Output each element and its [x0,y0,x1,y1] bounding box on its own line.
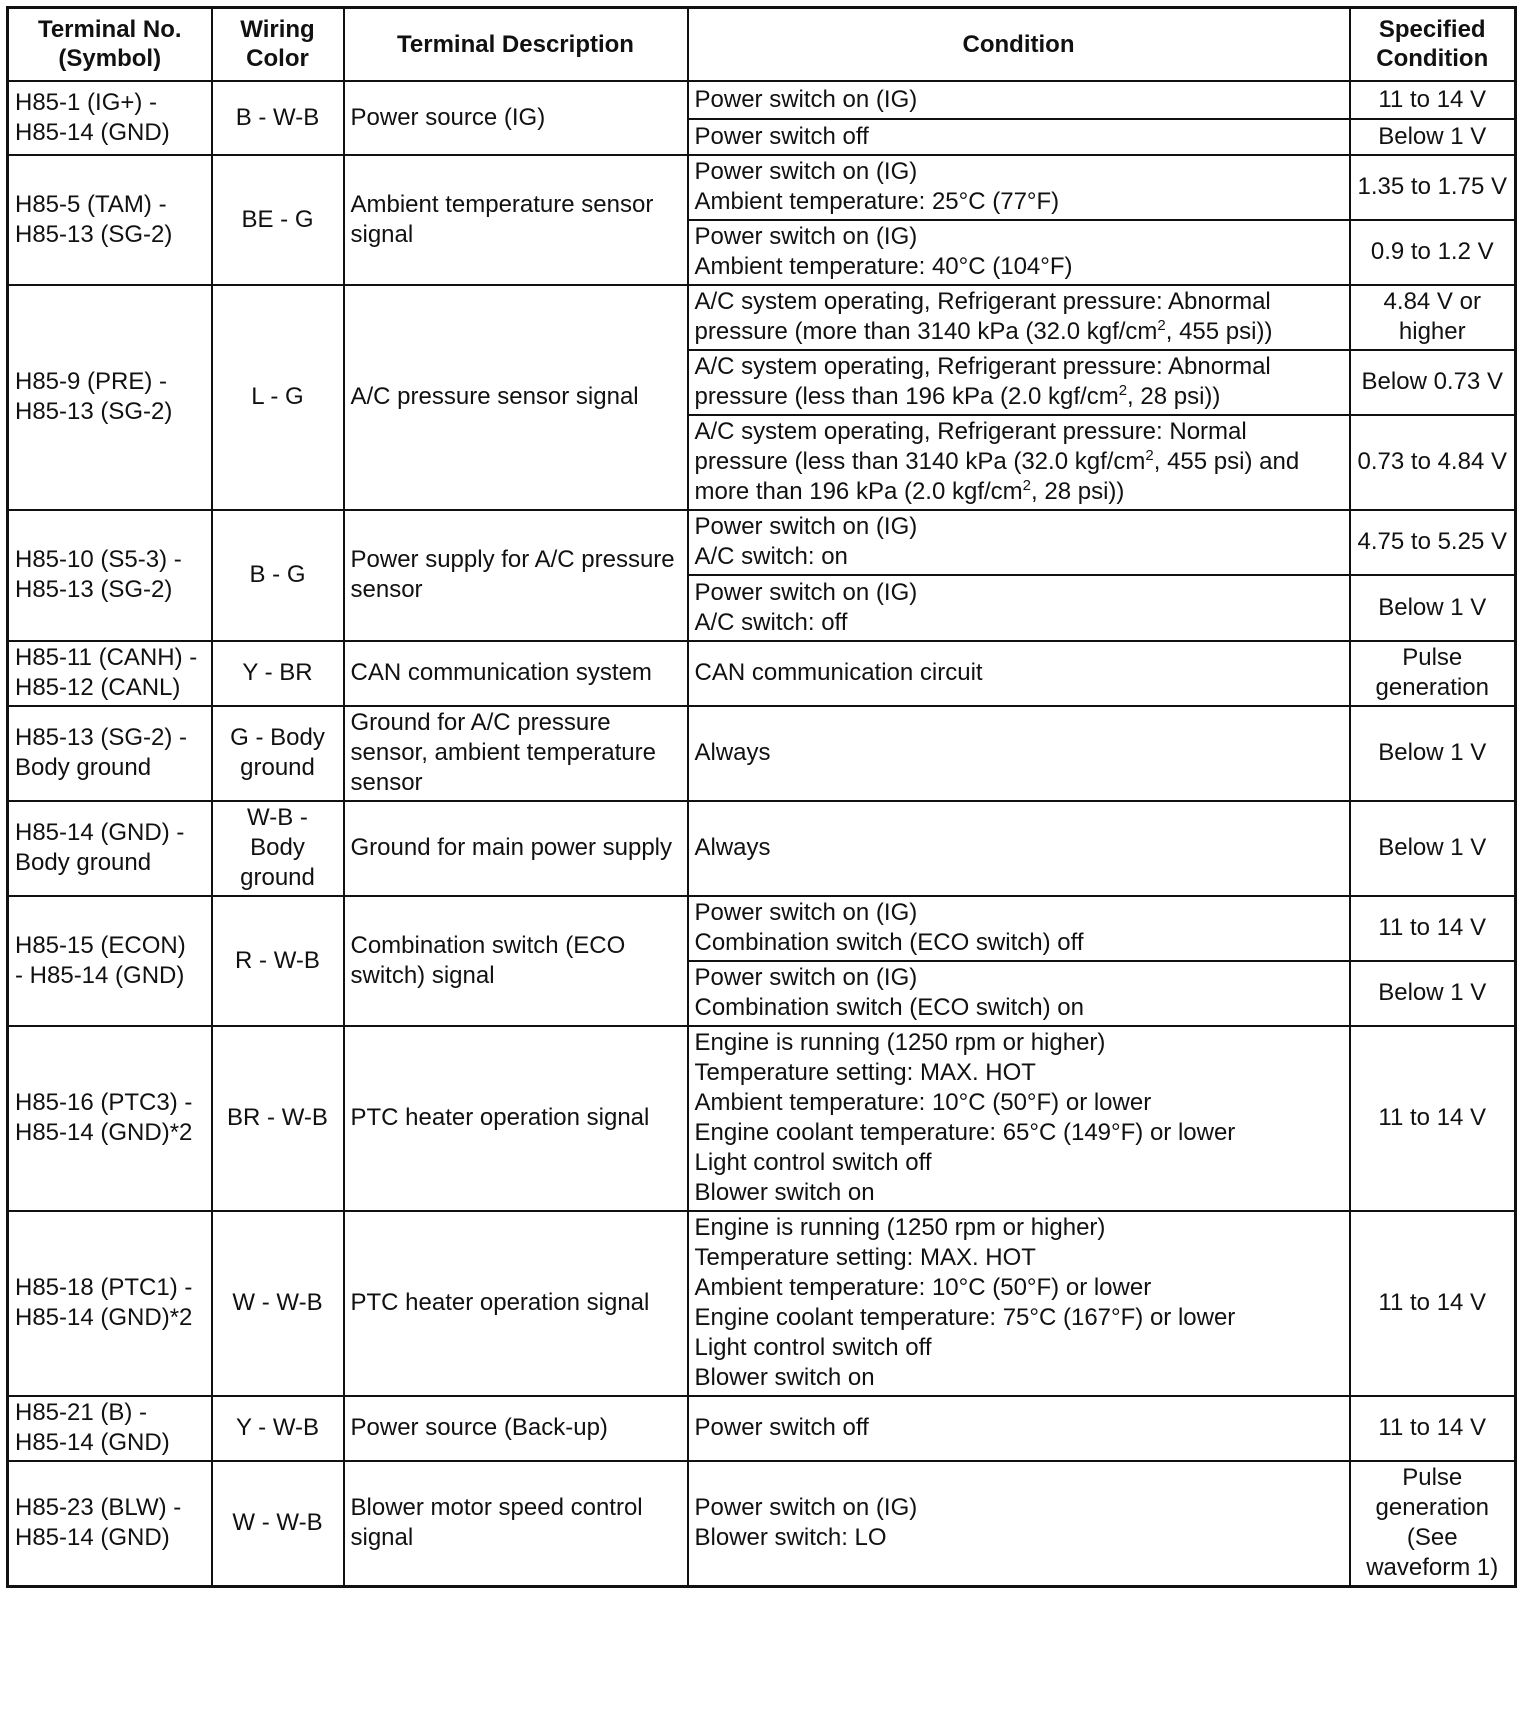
table-row [8,1026,1516,1211]
wiring-cell: B - G [212,510,344,641]
condition-cell: Power switch on (IG) A/C switch: on [688,510,1350,575]
condition-cell: Power switch on (IG) A/C switch: off [688,575,1350,641]
wiring-cell: Y - W-B [212,1396,344,1461]
condition-cell: Power switch on (IG) Ambient temperature: 40°C (104°F) [688,220,1350,285]
description-cell: Ground for main power supply [344,801,688,896]
condition-cell: Engine is running (1250 rpm or higher) Temperature setting: MAX. HOT Ambient temperature: 10°C (50°F) or lower Engine coolant temperature: 65°C (149°F) or lower Light control switch off Blower switch on [688,1026,1350,1211]
specified-cell: 11 to 14 V [1350,81,1516,119]
condition-cell: Always [688,801,1350,896]
header-row [8,8,1516,82]
description-cell: Ambient temperature sensor signal [344,155,688,285]
specified-cell: 4.84 V or higher [1350,285,1516,350]
header-specified: Specified Condition [1350,8,1516,82]
terminal-cell: H85-21 (B) - H85-14 (GND) [8,1396,212,1461]
condition-cell: Engine is running (1250 rpm or higher) Temperature setting: MAX. HOT Ambient temperature: 10°C (50°F) or lower Engine coolant temperature: 75°C (167°F) or lower Light control switch off Blower switch on [688,1211,1350,1396]
table-row [8,896,1516,961]
specified-cell: Below 1 V [1350,706,1516,801]
wiring-cell: G - Body ground [212,706,344,801]
condition-cell: Always [688,706,1350,801]
table-row [8,510,1516,575]
wiring-cell: L - G [212,285,344,510]
wiring-cell: W - W-B [212,1211,344,1396]
description-cell: Ground for A/C pressure sensor, ambient temperature sensor [344,706,688,801]
table-row [8,1461,1516,1587]
specified-cell: 11 to 14 V [1350,896,1516,961]
condition-cell: A/C system operating, Refrigerant pressure: Normal pressure (less than 3140 kPa (32.0 kgf/$cm^2$, 455 psi) and more than 196 kPa (2.0 kgf/$cm^2$, 28 psi)) [688,415,1350,510]
specified-cell: Pulse generation (See waveform 1) [1350,1461,1516,1587]
table-row [8,155,1516,220]
specified-cell: Below 1 V [1350,801,1516,896]
terminal-cell: H85-23 (BLW) - H85-14 (GND) [8,1461,212,1587]
specified-cell: 11 to 14 V [1350,1026,1516,1211]
condition-cell: Power switch on (IG) Combination switch (ECO switch) on [688,961,1350,1026]
specified-cell: 1.35 to 1.75 V [1350,155,1516,220]
wiring-cell: W - W-B [212,1461,344,1587]
description-cell: Power source (IG) [344,81,688,155]
terminal-cell: H85-16 (PTC3) - H85-14 (GND)*2 [8,1026,212,1211]
terminal-table [6,6,1517,1588]
terminal-cell: H85-11 (CANH) - H85-12 (CANL) [8,641,212,706]
condition-cell: Power switch on (IG) Ambient temperature: 25°C (77°F) [688,155,1350,220]
table-row [8,641,1516,706]
header-wiring: Wiring Color [212,8,344,82]
description-cell: Power supply for A/C pressure sensor [344,510,688,641]
condition-cell: Power switch off [688,119,1350,155]
header-description: Terminal Description [344,8,688,82]
table-row [8,285,1516,350]
wiring-cell: B - W-B [212,81,344,155]
description-cell: Power source (Back-up) [344,1396,688,1461]
specified-cell: Below 1 V [1350,575,1516,641]
specified-cell: 11 to 14 V [1350,1396,1516,1461]
condition-cell: Power switch on (IG) Blower switch: LO [688,1461,1350,1587]
specified-cell: Pulse generation [1350,641,1516,706]
header-condition: Condition [688,8,1350,82]
wiring-cell: W-B - Body ground [212,801,344,896]
terminal-cell: H85-1 (IG+) - H85-14 (GND) [8,81,212,155]
terminal-cell: H85-9 (PRE) - H85-13 (SG-2) [8,285,212,510]
condition-cell: Power switch off [688,1396,1350,1461]
terminal-cell: H85-14 (GND) - Body ground [8,801,212,896]
description-cell: A/C pressure sensor signal [344,285,688,510]
wiring-cell: Y - BR [212,641,344,706]
description-cell: CAN communication system [344,641,688,706]
table-row [8,81,1516,119]
specified-cell: Below 1 V [1350,119,1516,155]
table-row [8,706,1516,801]
wiring-cell: BR - W-B [212,1026,344,1211]
specified-cell: 0.73 to 4.84 V [1350,415,1516,510]
specified-cell: Below 1 V [1350,961,1516,1026]
condition-cell: A/C system operating, Refrigerant pressure: Abnormal pressure (more than 3140 kPa (32.0 kgf/$cm^2$, 455 psi)) [688,285,1350,350]
description-cell: PTC heater operation signal [344,1211,688,1396]
header-terminal: Terminal No. (Symbol) [8,8,212,82]
table-row [8,1211,1516,1396]
description-cell: Blower motor speed control signal [344,1461,688,1587]
description-cell: PTC heater operation signal [344,1026,688,1211]
terminal-cell: H85-5 (TAM) - H85-13 (SG-2) [8,155,212,285]
terminal-cell: H85-15 (ECON) - H85-14 (GND) [8,896,212,1026]
specified-cell: 11 to 14 V [1350,1211,1516,1396]
description-cell: Combination switch (ECO switch) signal [344,896,688,1026]
condition-cell: CAN communication circuit [688,641,1350,706]
specified-cell: 0.9 to 1.2 V [1350,220,1516,285]
wiring-cell: R - W-B [212,896,344,1026]
table-body [8,81,1516,1587]
wiring-cell: BE - G [212,155,344,285]
table-row [8,801,1516,896]
terminal-cell: H85-18 (PTC1) - H85-14 (GND)*2 [8,1211,212,1396]
table-row [8,1396,1516,1461]
specified-cell: 4.75 to 5.25 V [1350,510,1516,575]
condition-cell: A/C system operating, Refrigerant pressure: Abnormal pressure (less than 196 kPa (2.0 kgf/$cm^2$, 28 psi)) [688,350,1350,415]
condition-cell: Power switch on (IG) [688,81,1350,119]
condition-cell: Power switch on (IG) Combination switch (ECO switch) off [688,896,1350,961]
terminal-cell: H85-10 (S5-3) - H85-13 (SG-2) [8,510,212,641]
terminal-cell: H85-13 (SG-2) - Body ground [8,706,212,801]
specified-cell: Below 0.73 V [1350,350,1516,415]
